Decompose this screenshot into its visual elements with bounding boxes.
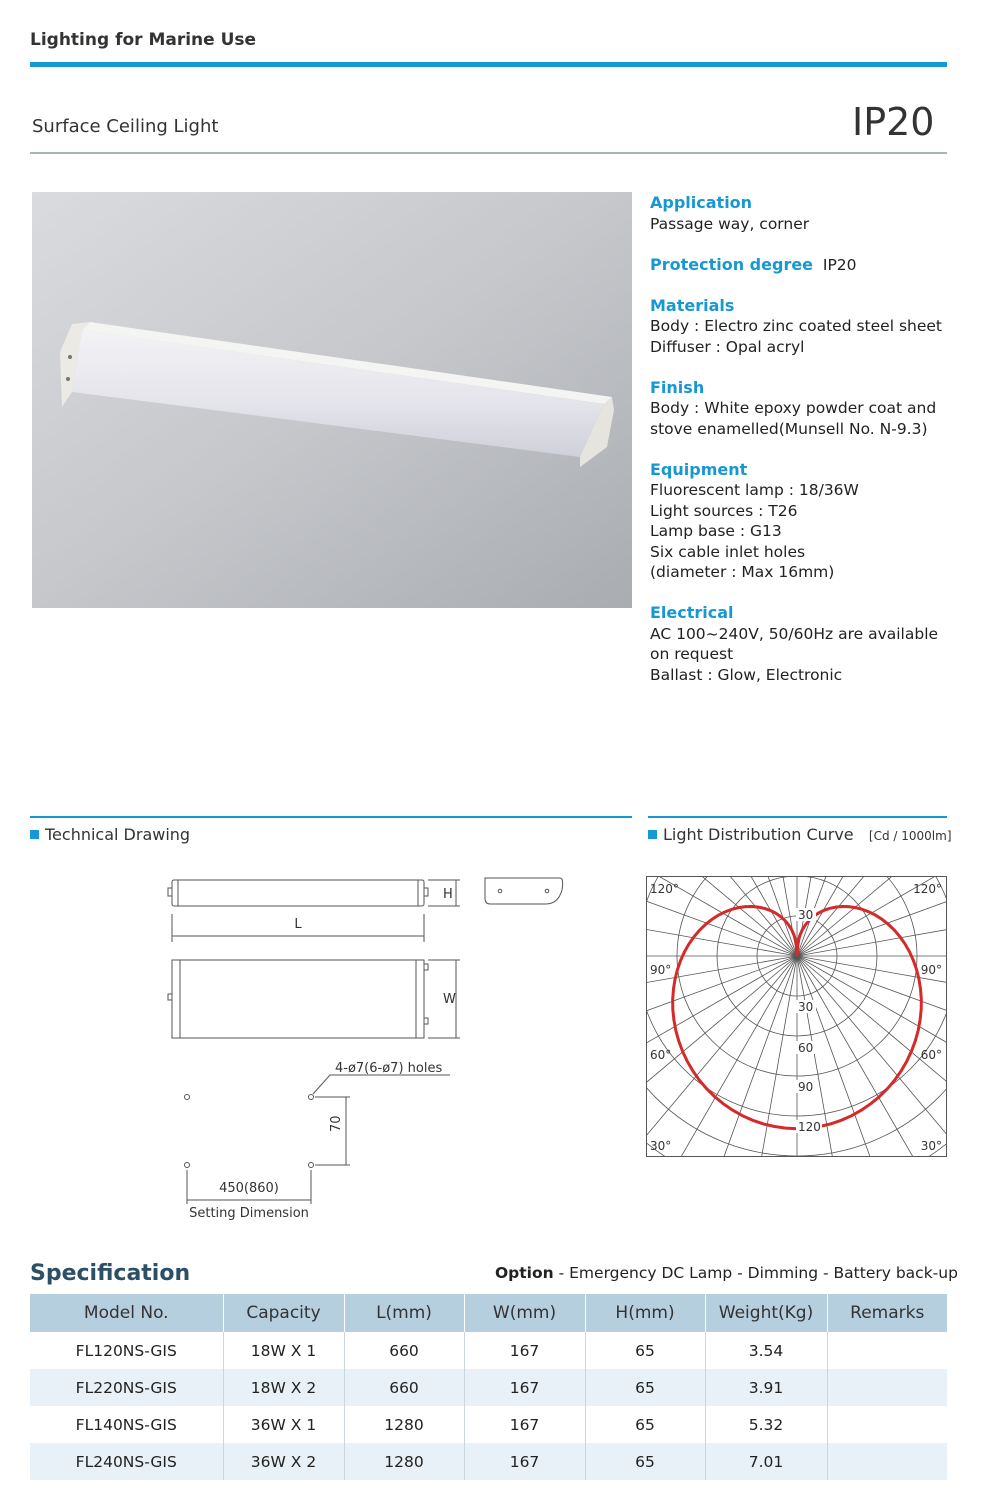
square-bullet-icon (30, 830, 39, 839)
length-cell: 660 (344, 1332, 464, 1369)
spec-table (30, 1294, 947, 1480)
column-header: L(mm) (344, 1294, 464, 1332)
table-row (30, 1369, 947, 1406)
square-bullet-icon (648, 830, 657, 839)
radial-label: 90 (798, 1080, 814, 1094)
weight-cell: 7.01 (705, 1443, 827, 1480)
height-cell: 65 (585, 1332, 705, 1369)
equipment-line: Fluorescent lamp : 18/36W (650, 481, 859, 499)
height-cell: 65 (585, 1369, 705, 1406)
radial-label: 30 (798, 1000, 814, 1014)
spec-block (650, 193, 970, 685)
option-text: - Emergency DC Lamp - Dimming - Battery back-up (553, 1264, 958, 1282)
finish-line: stove enamelled(Munsell No. N-9.3) (650, 419, 928, 438)
remarks-cell (827, 1369, 947, 1406)
capacity-cell: 18W X 2 (223, 1369, 344, 1406)
equipment-line: (diameter : Max 16mm) (650, 563, 835, 581)
finish-line: Body : White epoxy powder coat and (650, 399, 937, 417)
technical-drawing (150, 860, 630, 1240)
specification-title: Specification (30, 1261, 191, 1286)
model-cell: FL120NS-GIS (30, 1332, 223, 1369)
application-heading: Application (650, 193, 753, 212)
category-label: Lighting for Marine Use (30, 30, 257, 50)
protection-heading: Protection degree (650, 254, 814, 274)
electrical-line: AC 100~240V, 50/60Hz are available (650, 624, 939, 643)
model-cell: FL220NS-GIS (30, 1369, 223, 1406)
equipment-line: Six cable inlet holes (650, 542, 806, 561)
setting-dimension-label: Setting Dimension (189, 1206, 309, 1221)
column-header: H(mm) (585, 1294, 705, 1332)
capacity-cell: 36W X 1 (223, 1406, 344, 1443)
length-cell: 660 (344, 1369, 464, 1406)
length-cell: 1280 (344, 1406, 464, 1443)
electrical-line: Ballast : Glow, Electronic (650, 665, 843, 684)
width-label: W (443, 992, 456, 1007)
radial-label: 30 (798, 908, 814, 922)
capacity-cell: 36W X 2 (223, 1443, 344, 1480)
weight-cell: 3.91 (705, 1369, 827, 1406)
technical-drawing-rule (30, 816, 632, 818)
angle-label: 90° (920, 963, 942, 977)
radial-label: 60 (798, 1041, 814, 1055)
materials-line: Diffuser : Opal acryl (650, 337, 805, 356)
protection-row (650, 255, 970, 276)
electrical-line: on request (650, 645, 734, 663)
finish-heading: Finish (650, 377, 705, 397)
height-cell: 65 (585, 1406, 705, 1443)
column-header: Model No. (30, 1294, 223, 1332)
length-cell: 1280 (344, 1443, 464, 1480)
dim-70-label: 70 (329, 1115, 344, 1132)
column-header: Remarks (827, 1294, 947, 1332)
height-cell: 65 (585, 1443, 705, 1480)
electrical-heading: Electrical (650, 603, 734, 622)
light-curve-rule (648, 816, 947, 818)
light-curve-unit: [Cd / 1000lm] (868, 829, 952, 843)
width-cell: 167 (464, 1369, 585, 1406)
column-header: W(mm) (464, 1294, 585, 1332)
title-rule (30, 152, 947, 154)
light-curve-heading: Light Distribution Curve [Cd / 1000lm] (648, 825, 952, 844)
protection-value: IP20 (822, 255, 857, 274)
model-cell: FL140NS-GIS (30, 1406, 223, 1443)
weight-cell: 3.54 (705, 1332, 827, 1369)
remarks-cell (827, 1443, 947, 1480)
width-cell: 167 (464, 1443, 585, 1480)
dim-450-label: 450(860) (219, 1181, 279, 1196)
model-cell: FL240NS-GIS (30, 1443, 223, 1480)
column-header: Weight(Kg) (705, 1294, 827, 1332)
angle-label: 30° (920, 1139, 942, 1153)
equipment-line: Light sources : T26 (650, 501, 798, 520)
weight-cell: 5.32 (705, 1406, 827, 1443)
option-label: Option (495, 1264, 554, 1282)
product-name: Surface Ceiling Light (32, 116, 219, 137)
table-row (30, 1332, 947, 1369)
width-cell: 167 (464, 1406, 585, 1443)
column-header: Capacity (223, 1294, 344, 1332)
angle-label: 60° (920, 1048, 942, 1062)
width-cell: 167 (464, 1332, 585, 1369)
holes-label: 4-ø7(6-ø7) holes (335, 1061, 443, 1076)
header-rule (30, 62, 947, 67)
angle-label: 120° (650, 882, 679, 896)
remarks-cell (827, 1406, 947, 1443)
remarks-cell (827, 1332, 947, 1369)
equipment-line: Lamp base : G13 (650, 522, 782, 540)
materials-line: Body : Electro zinc coated steel sheet (650, 317, 942, 335)
equipment-heading: Equipment (650, 459, 748, 479)
table-row (30, 1406, 947, 1443)
radial-label: 120 (798, 1120, 821, 1134)
length-label: L (294, 917, 302, 932)
table-row (30, 1443, 947, 1480)
ceiling-light-image (32, 192, 632, 608)
angle-label: 30° (650, 1139, 672, 1153)
light-distribution-chart (646, 876, 948, 1158)
angle-label: 120° (913, 882, 942, 896)
angle-label: 60° (650, 1048, 672, 1062)
capacity-cell: 18W X 1 (223, 1332, 344, 1369)
materials-heading: Materials (650, 295, 735, 315)
technical-drawing-heading: Technical Drawing (30, 825, 190, 844)
option-line (495, 1264, 958, 1282)
ip-rating: IP20 (852, 100, 935, 144)
product-photo (32, 192, 632, 608)
angle-label: 90° (650, 963, 672, 977)
height-label: H (443, 887, 453, 902)
application-text: Passage way, corner (650, 214, 810, 233)
table-header (30, 1294, 947, 1332)
